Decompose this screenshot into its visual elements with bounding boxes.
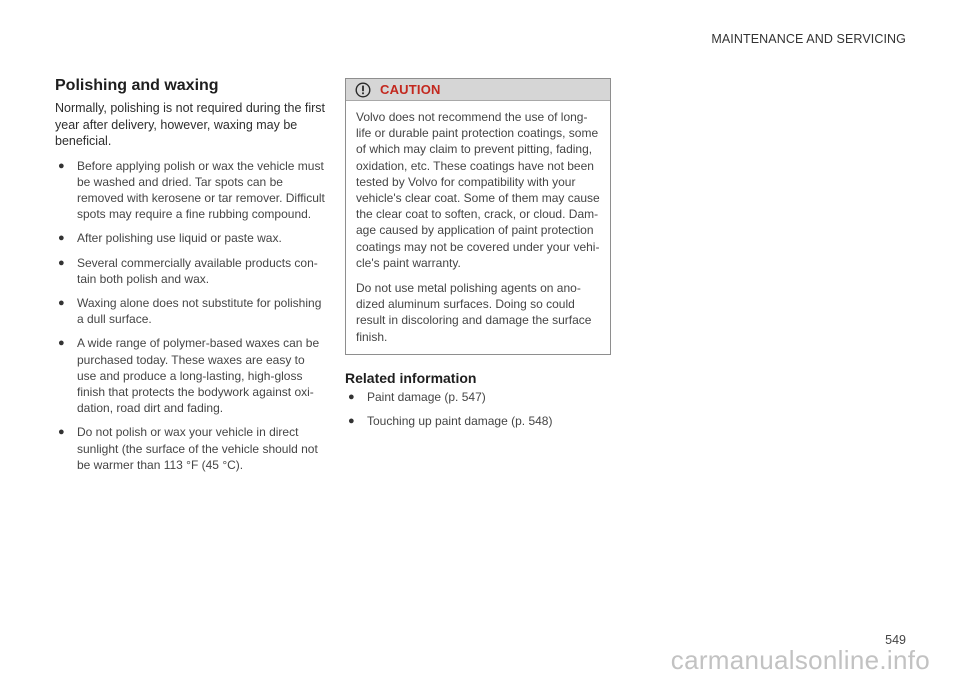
bullet-icon: ● xyxy=(58,426,65,439)
article-column xyxy=(55,76,327,473)
related-link[interactable] xyxy=(345,413,611,429)
intro-paragraph: Normally, polishing is not required during the first year after delivery, however, waxing may be beneficial. xyxy=(55,101,326,148)
related-link[interactable] xyxy=(345,389,611,405)
list-item-text: A wide range of polymer-based waxes can be purchased today. These waxes are easy to use and produce a long-lasting, high-gloss finish that protects the bodywork against oxidation, road dirt and fading. xyxy=(77,336,320,416)
exclamation-circle-icon xyxy=(355,82,371,98)
bullet-icon: ● xyxy=(348,390,355,403)
watermark: carmanualsonline.info xyxy=(670,645,930,675)
related-link-text[interactable]: Touching up paint damage (p. 548) xyxy=(367,414,553,429)
side-column xyxy=(345,78,611,429)
bullet-icon: ● xyxy=(58,296,65,309)
section-header: MAINTENANCE AND SERVICING xyxy=(711,32,906,46)
bullet-icon: ● xyxy=(58,337,65,350)
bullet-icon: ● xyxy=(58,159,65,172)
caution-paragraph: Volvo does not recommend the use of long-life or durable paint protection coatings, some of which may claim to prevent pitting, fading, oxidation, etc. These coatings have not been tested by Volvo for compatibility with your vehicle's clear coat. Some of them may cause the clear coat to soften, crack, or cloud. Damage caused by application of paint protection coatings may not be covered under your vehicle's paint warranty. xyxy=(356,110,600,270)
caution-title: CAUTION xyxy=(380,82,441,97)
list-item-text: Waxing alone does not substitute for polishing a dull surface. xyxy=(77,295,322,327)
list-item-text: Do not polish or wax your vehicle in direct sunlight (the surface of the vehicle should not be warmer than 113 °F (45 °C). xyxy=(77,425,318,472)
list-item xyxy=(55,335,327,416)
bullet-icon: ● xyxy=(348,415,355,428)
list-item xyxy=(55,158,327,223)
caution-paragraph: Do not use metal polishing agents on anodized aluminum surfaces. Doing so could result in discoloring and damage the surface finish. xyxy=(356,281,592,344)
caution-body xyxy=(346,101,610,354)
page-title: Polishing and waxing xyxy=(55,77,219,94)
list-item xyxy=(55,424,327,473)
bullet-icon: ● xyxy=(58,232,65,245)
list-item-text: After polishing use liquid or paste wax. xyxy=(77,231,282,246)
list-item xyxy=(55,255,327,287)
related-link-text[interactable]: Paint damage (p. 547) xyxy=(367,389,486,404)
related-list xyxy=(345,389,611,429)
list-item-text: Before applying polish or wax the vehicle must be washed and dried. Tar spots can be removed with kerosene or tar remover. Difficult spots may require a fine rubbing compound. xyxy=(77,158,325,222)
list-item xyxy=(55,230,327,246)
list-item xyxy=(55,295,327,327)
caution-header xyxy=(346,79,610,101)
list-item-text: Several commercially available products contain both polish and wax. xyxy=(77,255,318,286)
bullet-icon: ● xyxy=(58,256,65,269)
tips-list xyxy=(55,158,327,473)
caution-box xyxy=(345,78,611,355)
related-title: Related information xyxy=(345,369,477,386)
page-number: 549 xyxy=(885,633,906,647)
